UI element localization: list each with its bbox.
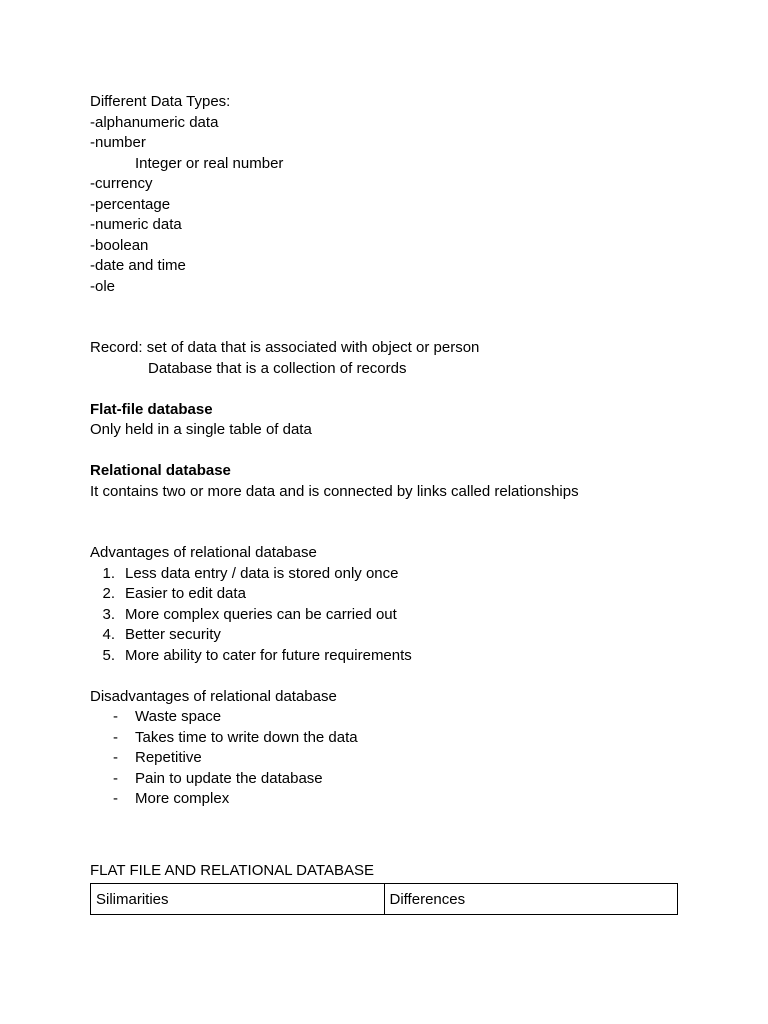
list-item-text: More ability to cater for future requirements: [125, 646, 412, 664]
table-row: [91, 884, 678, 915]
data-type-item: -boolean: [90, 236, 149, 254]
list-item: [90, 728, 690, 749]
spacer: [90, 810, 690, 851]
data-type-item: -percentage: [90, 195, 171, 213]
flat-file-description: Only held in a single table of data: [90, 421, 312, 438]
disadvantages-heading: Disadvantages of relational database: [90, 687, 337, 705]
spacer: [90, 502, 690, 543]
data-type-item: -ole: [90, 277, 116, 295]
document-page: [90, 92, 690, 915]
list-dash: -: [113, 769, 118, 787]
list-dash: -: [113, 728, 118, 746]
comparison-table: [90, 883, 678, 915]
list-item-text: Easier to edit data: [125, 585, 246, 602]
list-dash: -: [113, 708, 118, 725]
list-item-text: Less data entry / data is stored only once: [125, 564, 399, 582]
advantages-heading: Advantages of relational database: [90, 544, 317, 561]
list-item: [90, 584, 690, 605]
list-item-text: Better security: [125, 626, 221, 643]
list-number: 5.: [102, 646, 115, 664]
list-number: 1.: [102, 564, 115, 582]
database-definition: Database that is a collection of records: [148, 359, 407, 377]
list-number: 4.: [102, 626, 115, 643]
list-item: [90, 769, 690, 790]
list-item-text: More complex: [135, 790, 230, 807]
data-type-item: -alphanumeric data: [90, 113, 219, 131]
table-cell-similarities: Silimarities: [91, 884, 385, 915]
data-type-item: -number: [90, 134, 146, 151]
data-type-item: -date and time: [90, 257, 186, 274]
data-type-item: -numeric data: [90, 216, 182, 233]
list-item-text: More complex queries can be carried out: [125, 605, 397, 623]
list-dash: -: [113, 749, 118, 766]
list-item: [90, 646, 690, 667]
relational-heading: Relational database: [90, 462, 231, 479]
list-item: [90, 748, 690, 769]
list-item-text: Pain to update the database: [135, 769, 323, 787]
table-cell-differences: Differences: [384, 884, 678, 915]
spacer: [90, 441, 690, 462]
list-item: [90, 605, 690, 626]
comparison-heading: FLAT FILE AND RELATIONAL DATABASE: [90, 861, 374, 879]
list-item: [90, 564, 690, 585]
list-number: 2.: [102, 585, 115, 602]
spacer: [90, 666, 690, 687]
list-item: [90, 789, 690, 810]
list-item: [90, 707, 690, 728]
data-type-item: -currency: [90, 175, 153, 192]
list-dash: -: [113, 790, 118, 807]
list-item-text: Waste space: [135, 708, 222, 725]
list-item: [90, 625, 690, 646]
flat-file-heading: Flat-file database: [90, 400, 213, 418]
spacer: [90, 851, 690, 861]
relational-description: It contains two or more data and is connected by links called relationships: [90, 482, 579, 500]
list-number: 3.: [102, 605, 115, 623]
list-item-text: Takes time to write down the data: [135, 728, 358, 746]
spacer: [90, 297, 690, 338]
record-definition: Record: set of data that is associated with object or person: [90, 339, 480, 356]
data-types-heading: Different Data Types:: [90, 93, 231, 110]
spacer: [90, 379, 690, 400]
data-type-subitem: Integer or real number: [135, 154, 284, 172]
list-item-text: Repetitive: [135, 749, 202, 766]
